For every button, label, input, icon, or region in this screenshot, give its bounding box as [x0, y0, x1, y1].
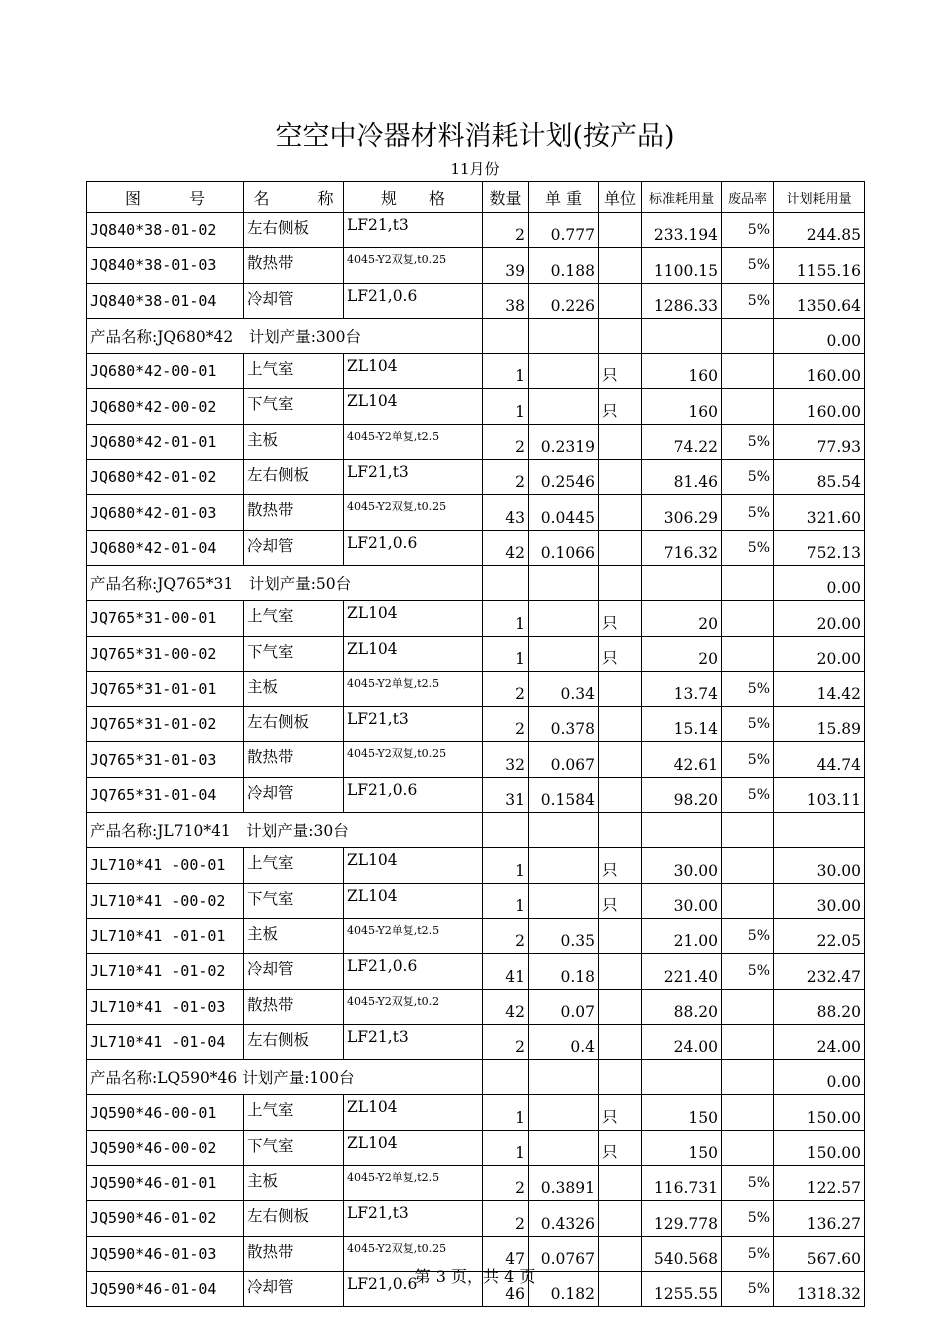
table-row [87, 1095, 865, 1130]
spec-cell: LF21,0.6 [344, 777, 483, 812]
unit-cell [599, 707, 642, 742]
name-cell: 散热带 [244, 248, 344, 283]
unit-cell: 只 [599, 389, 642, 424]
spec-cell: LF21,0.6 [344, 1271, 483, 1306]
plan-usage-cell: 0.00 [774, 565, 865, 600]
qty-cell: 2 [483, 1024, 529, 1059]
std-usage-cell: 30.00 [642, 848, 722, 883]
unit-cell [599, 1201, 642, 1236]
name-cell: 散热带 [244, 989, 344, 1024]
name-cell: 冷却管 [244, 777, 344, 812]
plan-usage-cell: 24.00 [774, 1024, 865, 1059]
qty-cell: 2 [483, 918, 529, 953]
std-usage-cell: 21.00 [642, 918, 722, 953]
product-header-row [87, 565, 865, 600]
qty-cell: 39 [483, 248, 529, 283]
name-cell: 冷却管 [244, 283, 344, 318]
qty-cell: 47 [483, 1236, 529, 1271]
table-row [87, 389, 865, 424]
spec-cell: ZL104 [344, 601, 483, 636]
code-cell: JQ765*31-00-02 [87, 636, 244, 671]
spec-cell: LF21,t3 [344, 213, 483, 248]
spec-cell: LF21,0.6 [344, 283, 483, 318]
code-cell: JQ680*42-01-04 [87, 530, 244, 565]
std-usage-cell: 30.00 [642, 883, 722, 918]
name-cell: 主板 [244, 424, 344, 459]
plan-usage-cell: 150.00 [774, 1095, 865, 1130]
name-cell: 散热带 [244, 742, 344, 777]
header-spec: 规 格 [344, 182, 483, 213]
qty-cell: 1 [483, 883, 529, 918]
unit-weight-cell: 0.18 [529, 954, 599, 989]
unit-cell: 只 [599, 601, 642, 636]
code-cell: JQ680*42-01-03 [87, 495, 244, 530]
table-row [87, 213, 865, 248]
plan-usage-cell: 321.60 [774, 495, 865, 530]
plan-usage-cell: 30.00 [774, 848, 865, 883]
scrap-rate-cell: 5% [722, 1236, 774, 1271]
plan-usage-cell: 160.00 [774, 389, 865, 424]
header-scrap-rate: 废品率 [722, 182, 774, 213]
unit-cell [599, 248, 642, 283]
std-usage-cell: 15.14 [642, 707, 722, 742]
spec-cell: LF21,t3 [344, 1201, 483, 1236]
std-usage-cell: 13.74 [642, 671, 722, 706]
header-unit-weight: 单 重 [529, 182, 599, 213]
unit-cell [599, 989, 642, 1024]
spec-cell: 4045-Y2单复,t2.5 [344, 424, 483, 459]
scrap-rate-cell [722, 848, 774, 883]
plan-usage-cell: 14.42 [774, 671, 865, 706]
code-cell: JL710*41 -01-02 [87, 954, 244, 989]
plan-usage-cell: 232.47 [774, 954, 865, 989]
unit-weight-cell: 0.0767 [529, 1236, 599, 1271]
unit-cell [599, 283, 642, 318]
scrap-rate-cell: 5% [722, 742, 774, 777]
plan-usage-cell: 44.74 [774, 742, 865, 777]
header-code: 图 号 [87, 182, 244, 213]
spec-cell: ZL104 [344, 848, 483, 883]
std-usage-cell: 20 [642, 636, 722, 671]
scrap-rate-cell [722, 601, 774, 636]
plan-usage-cell: 30.00 [774, 883, 865, 918]
name-cell: 主板 [244, 918, 344, 953]
code-cell: JQ765*31-01-02 [87, 707, 244, 742]
table-row [87, 248, 865, 283]
code-cell: JL710*41 -00-02 [87, 883, 244, 918]
plan-usage-cell: 85.54 [774, 460, 865, 495]
scrap-rate-cell: 5% [722, 248, 774, 283]
scrap-rate-cell: 5% [722, 530, 774, 565]
table-row [87, 848, 865, 883]
unit-weight-cell: 0.4 [529, 1024, 599, 1059]
plan-usage-cell: 244.85 [774, 213, 865, 248]
code-cell: JQ765*31-01-01 [87, 671, 244, 706]
spec-cell: 4045-Y2单复,t2.5 [344, 671, 483, 706]
qty-cell: 2 [483, 424, 529, 459]
product-header-row [87, 1060, 865, 1095]
name-cell: 下气室 [244, 1130, 344, 1165]
unit-weight-cell [529, 848, 599, 883]
table-row [87, 283, 865, 318]
spec-cell: LF21,0.6 [344, 530, 483, 565]
name-cell: 主板 [244, 1166, 344, 1201]
unit-weight-cell [529, 1130, 599, 1165]
header-std-usage: 标准耗用量 [642, 182, 722, 213]
std-usage-cell: 160 [642, 354, 722, 389]
unit-weight-cell: 0.0445 [529, 495, 599, 530]
scrap-rate-cell [722, 1095, 774, 1130]
table-row [87, 989, 865, 1024]
unit-cell [599, 530, 642, 565]
name-cell: 上气室 [244, 601, 344, 636]
plan-usage-cell: 20.00 [774, 636, 865, 671]
scrap-rate-cell [722, 1130, 774, 1165]
page-subtitle: 11月份 [450, 160, 500, 178]
plan-usage-cell: 136.27 [774, 1201, 865, 1236]
qty-cell: 1 [483, 636, 529, 671]
table-row [87, 1130, 865, 1165]
code-cell: JQ765*31-01-04 [87, 777, 244, 812]
std-usage-cell: 88.20 [642, 989, 722, 1024]
plan-usage-cell: 77.93 [774, 424, 865, 459]
unit-cell [599, 954, 642, 989]
plan-usage-cell: 15.89 [774, 707, 865, 742]
spec-cell: LF21,t3 [344, 460, 483, 495]
unit-weight-cell: 0.2319 [529, 424, 599, 459]
std-usage-cell: 1255.55 [642, 1271, 722, 1306]
table-row [87, 707, 865, 742]
scrap-rate-cell: 5% [722, 777, 774, 812]
product-label: 产品名称:LQ590*46 计划产量:100台 [87, 1060, 483, 1095]
std-usage-cell: 129.778 [642, 1201, 722, 1236]
spec-cell: ZL104 [344, 883, 483, 918]
unit-weight-cell: 0.067 [529, 742, 599, 777]
code-cell: JL710*41 -01-03 [87, 989, 244, 1024]
name-cell: 上气室 [244, 354, 344, 389]
std-usage-cell: 81.46 [642, 460, 722, 495]
name-cell: 左右侧板 [244, 1024, 344, 1059]
plan-usage-cell [774, 813, 865, 848]
std-usage-cell: 160 [642, 389, 722, 424]
code-cell: JQ765*31-00-01 [87, 601, 244, 636]
scrap-rate-cell: 5% [722, 213, 774, 248]
spec-cell: LF21,t3 [344, 1024, 483, 1059]
page-footer: 第 3 页，共 4 页 [414, 1267, 536, 1286]
qty-cell: 31 [483, 777, 529, 812]
header-qty: 数量 [483, 182, 529, 213]
plan-usage-cell: 752.13 [774, 530, 865, 565]
std-usage-cell: 221.40 [642, 954, 722, 989]
plan-usage-cell: 22.05 [774, 918, 865, 953]
plan-usage-cell: 0.00 [774, 1060, 865, 1095]
qty-cell: 42 [483, 989, 529, 1024]
qty-cell: 46 [483, 1271, 529, 1306]
code-cell: JQ680*42-00-02 [87, 389, 244, 424]
std-usage-cell: 233.194 [642, 213, 722, 248]
unit-weight-cell: 0.1584 [529, 777, 599, 812]
unit-cell [599, 777, 642, 812]
spec-cell: 4045-Y2双复,t0.25 [344, 1236, 483, 1271]
unit-weight-cell: 0.188 [529, 248, 599, 283]
std-usage-cell: 540.568 [642, 1236, 722, 1271]
plan-usage-cell: 1350.64 [774, 283, 865, 318]
name-cell: 冷却管 [244, 1271, 344, 1306]
code-cell: JQ840*38-01-04 [87, 283, 244, 318]
std-usage-cell: 1100.15 [642, 248, 722, 283]
scrap-rate-cell: 5% [722, 460, 774, 495]
code-cell: JL710*41 -01-04 [87, 1024, 244, 1059]
scrap-rate-cell: 5% [722, 671, 774, 706]
spec-cell: ZL104 [344, 354, 483, 389]
name-cell: 下气室 [244, 636, 344, 671]
code-cell: JL710*41 -00-01 [87, 848, 244, 883]
spec-cell: ZL104 [344, 636, 483, 671]
std-usage-cell: 98.20 [642, 777, 722, 812]
plan-usage-cell: 160.00 [774, 354, 865, 389]
scrap-rate-cell: 5% [722, 424, 774, 459]
qty-cell: 1 [483, 389, 529, 424]
qty-cell: 2 [483, 1201, 529, 1236]
plan-usage-cell: 567.60 [774, 1236, 865, 1271]
plan-usage-cell: 20.00 [774, 601, 865, 636]
std-usage-cell: 306.29 [642, 495, 722, 530]
unit-cell [599, 1024, 642, 1059]
product-header-row [87, 318, 865, 353]
qty-cell: 42 [483, 530, 529, 565]
code-cell: JQ680*42-00-01 [87, 354, 244, 389]
table-row [87, 954, 865, 989]
spec-cell: 4045-Y2双复,t0.25 [344, 742, 483, 777]
table-row [87, 601, 865, 636]
page-title: 空空中冷器材料消耗计划(按产品) [275, 121, 675, 152]
unit-cell [599, 1166, 642, 1201]
code-cell: JQ590*46-01-03 [87, 1236, 244, 1271]
unit-cell: 只 [599, 636, 642, 671]
name-cell: 下气室 [244, 883, 344, 918]
scrap-rate-cell [722, 389, 774, 424]
scrap-rate-cell [722, 1024, 774, 1059]
header-plan-usage: 计划耗用量 [774, 182, 865, 213]
unit-cell: 只 [599, 354, 642, 389]
scrap-rate-cell: 5% [722, 1201, 774, 1236]
plan-usage-cell: 1155.16 [774, 248, 865, 283]
scrap-rate-cell: 5% [722, 1166, 774, 1201]
qty-cell: 1 [483, 1095, 529, 1130]
header-name: 名 称 [244, 182, 344, 213]
spec-cell: 4045-Y2单复,t2.5 [344, 918, 483, 953]
name-cell: 冷却管 [244, 530, 344, 565]
std-usage-cell: 716.32 [642, 530, 722, 565]
unit-weight-cell: 0.34 [529, 671, 599, 706]
unit-weight-cell: 0.4326 [529, 1201, 599, 1236]
table-row [87, 495, 865, 530]
qty-cell: 43 [483, 495, 529, 530]
code-cell: JQ590*46-00-02 [87, 1130, 244, 1165]
qty-cell: 38 [483, 283, 529, 318]
std-usage-cell: 116.731 [642, 1166, 722, 1201]
spec-cell: ZL104 [344, 1130, 483, 1165]
qty-cell: 2 [483, 671, 529, 706]
unit-cell: 只 [599, 1130, 642, 1165]
table-row [87, 636, 865, 671]
name-cell: 下气室 [244, 389, 344, 424]
unit-cell [599, 742, 642, 777]
scrap-rate-cell [722, 883, 774, 918]
code-cell: JQ590*46-01-01 [87, 1166, 244, 1201]
unit-cell [599, 424, 642, 459]
spec-cell: 4045-Y2双复,t0.25 [344, 495, 483, 530]
scrap-rate-cell: 5% [722, 1271, 774, 1306]
qty-cell: 2 [483, 460, 529, 495]
unit-cell: 只 [599, 1095, 642, 1130]
name-cell: 散热带 [244, 495, 344, 530]
std-usage-cell: 150 [642, 1130, 722, 1165]
table-row [87, 460, 865, 495]
spec-cell: ZL104 [344, 1095, 483, 1130]
table-row [87, 742, 865, 777]
scrap-rate-cell: 5% [722, 918, 774, 953]
scrap-rate-cell: 5% [722, 283, 774, 318]
name-cell: 散热带 [244, 1236, 344, 1271]
unit-weight-cell [529, 883, 599, 918]
name-cell: 左右侧板 [244, 213, 344, 248]
code-cell: JQ680*42-01-02 [87, 460, 244, 495]
table-row [87, 424, 865, 459]
qty-cell: 1 [483, 1130, 529, 1165]
spec-cell: ZL104 [344, 389, 483, 424]
unit-weight-cell: 0.07 [529, 989, 599, 1024]
plan-usage-cell: 1318.32 [774, 1271, 865, 1306]
spec-cell: LF21,t3 [344, 707, 483, 742]
unit-cell: 只 [599, 848, 642, 883]
unit-weight-cell: 0.3891 [529, 1166, 599, 1201]
unit-cell [599, 460, 642, 495]
unit-cell [599, 495, 642, 530]
name-cell: 主板 [244, 671, 344, 706]
unit-weight-cell: 0.35 [529, 918, 599, 953]
code-cell: JQ840*38-01-03 [87, 248, 244, 283]
name-cell: 上气室 [244, 1095, 344, 1130]
unit-weight-cell: 0.777 [529, 213, 599, 248]
name-cell: 左右侧板 [244, 707, 344, 742]
plan-usage-cell: 88.20 [774, 989, 865, 1024]
table-row [87, 354, 865, 389]
std-usage-cell: 24.00 [642, 1024, 722, 1059]
code-cell: JQ590*46-01-04 [87, 1271, 244, 1306]
std-usage-cell: 42.61 [642, 742, 722, 777]
qty-cell: 2 [483, 707, 529, 742]
scrap-rate-cell: 5% [722, 495, 774, 530]
table-row [87, 918, 865, 953]
table-row [87, 777, 865, 812]
table-row [87, 1201, 865, 1236]
table-row [87, 1166, 865, 1201]
product-label: 产品名称:JL710*41 计划产量:30台 [87, 813, 483, 848]
plan-usage-cell: 122.57 [774, 1166, 865, 1201]
code-cell: JQ680*42-01-01 [87, 424, 244, 459]
header-unit: 单位 [599, 182, 642, 213]
code-cell: JL710*41 -01-01 [87, 918, 244, 953]
product-label: 产品名称:JQ680*42 计划产量:300台 [87, 318, 483, 353]
spec-cell: LF21,0.6 [344, 954, 483, 989]
unit-cell [599, 671, 642, 706]
unit-cell [599, 918, 642, 953]
spec-cell: 4045-Y2双复,t0.2 [344, 989, 483, 1024]
qty-cell: 1 [483, 354, 529, 389]
table-row [87, 671, 865, 706]
scrap-rate-cell [722, 989, 774, 1024]
unit-weight-cell [529, 1095, 599, 1130]
name-cell: 冷却管 [244, 954, 344, 989]
unit-weight-cell: 0.378 [529, 707, 599, 742]
plan-usage-cell: 150.00 [774, 1130, 865, 1165]
unit-cell [599, 213, 642, 248]
qty-cell: 1 [483, 601, 529, 636]
product-header-row [87, 813, 865, 848]
unit-weight-cell [529, 636, 599, 671]
table-row [87, 530, 865, 565]
material-table [86, 181, 865, 1307]
unit-weight-cell [529, 389, 599, 424]
scrap-rate-cell [722, 354, 774, 389]
std-usage-cell: 150 [642, 1095, 722, 1130]
qty-cell: 2 [483, 1166, 529, 1201]
code-cell: JQ765*31-01-03 [87, 742, 244, 777]
name-cell: 上气室 [244, 848, 344, 883]
qty-cell: 1 [483, 848, 529, 883]
std-usage-cell: 74.22 [642, 424, 722, 459]
scrap-rate-cell: 5% [722, 707, 774, 742]
code-cell: JQ590*46-00-01 [87, 1095, 244, 1130]
table-body [87, 213, 865, 1307]
std-usage-cell: 1286.33 [642, 283, 722, 318]
code-cell: JQ590*46-01-02 [87, 1201, 244, 1236]
std-usage-cell: 20 [642, 601, 722, 636]
plan-usage-cell: 0.00 [774, 318, 865, 353]
name-cell: 左右侧板 [244, 460, 344, 495]
plan-usage-cell: 103.11 [774, 777, 865, 812]
unit-cell: 只 [599, 883, 642, 918]
unit-weight-cell: 0.1066 [529, 530, 599, 565]
spec-cell: 4045-Y2单复,t2.5 [344, 1166, 483, 1201]
scrap-rate-cell: 5% [722, 954, 774, 989]
qty-cell: 41 [483, 954, 529, 989]
table-row [87, 1024, 865, 1059]
qty-cell: 2 [483, 213, 529, 248]
unit-weight-cell [529, 601, 599, 636]
table-row [87, 883, 865, 918]
product-label: 产品名称:JQ765*31 计划产量:50台 [87, 565, 483, 600]
table-header-row [87, 182, 865, 213]
spec-cell: 4045-Y2双复,t0.25 [344, 248, 483, 283]
qty-cell: 32 [483, 742, 529, 777]
unit-weight-cell: 0.226 [529, 283, 599, 318]
name-cell: 左右侧板 [244, 1201, 344, 1236]
unit-weight-cell: 0.182 [529, 1271, 599, 1306]
scrap-rate-cell [722, 636, 774, 671]
code-cell: JQ840*38-01-02 [87, 213, 244, 248]
unit-weight-cell: 0.2546 [529, 460, 599, 495]
unit-weight-cell [529, 354, 599, 389]
